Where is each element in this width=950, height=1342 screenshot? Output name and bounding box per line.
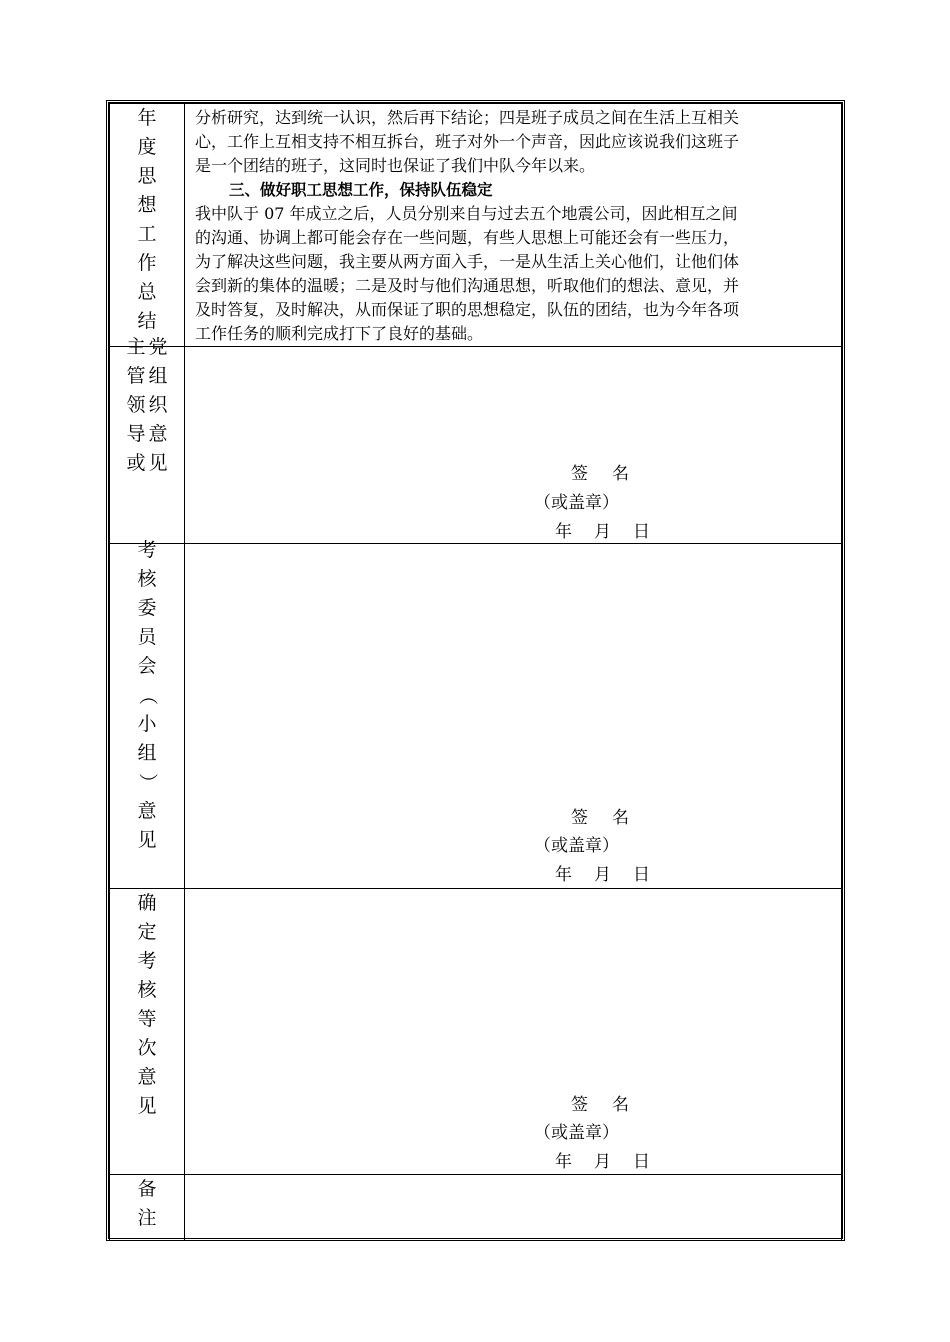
label-grade-opinion-text: 确 定 考 核 等 次 意 见 bbox=[137, 892, 157, 1117]
date-label: 年 月 日 bbox=[555, 1152, 650, 1172]
label-leader-opinion-text: 主 管 领 导 或 党 组 织 意 见 bbox=[126, 336, 168, 474]
signature-block bbox=[185, 544, 841, 888]
label-committee-opinion-text: 考 核 委 员 会 （ 小 组 ） 意 见 bbox=[136, 539, 159, 851]
label-remarks bbox=[110, 1175, 185, 1241]
summary-line: 为了解决这些问题，我主要从两方面入手，一是从生活上关心他们，让他们体 bbox=[195, 252, 740, 271]
signature-label: 签 名 bbox=[571, 1095, 629, 1115]
summary-line: 及时答复，及时解决，从而保证了职的思想稳定，队伍的团结，也为今年各项 bbox=[195, 300, 740, 319]
evaluation-form-frame bbox=[106, 100, 845, 1241]
signature-label: 签 名 bbox=[571, 464, 629, 484]
label-annual-summary bbox=[110, 104, 185, 347]
label-leader-opinion bbox=[110, 336, 185, 544]
label-remarks-text: 备 注 bbox=[137, 1178, 157, 1229]
summary-line: 是一个团结的班子，这同时也保证了我们中队今年以来。 bbox=[195, 156, 596, 175]
summary-line: 我中队于 07 年成立之后，人员分别来自与过去五个地震公司，因此相互之间 bbox=[195, 204, 738, 223]
row-grade-opinion bbox=[110, 889, 842, 1175]
cell-grade-opinion[interactable] bbox=[185, 889, 842, 1175]
section-heading: 三、做好职工思想工作，保持队伍稳定 bbox=[229, 181, 493, 199]
summary-line: 的沟通、协调上都可能会存在一些问题，有些人思想上可能还会有一些压力， bbox=[195, 228, 740, 247]
row-leader-opinion bbox=[110, 347, 842, 544]
cell-committee-opinion[interactable] bbox=[185, 544, 842, 889]
seal-label: （或盖章） bbox=[534, 1123, 619, 1143]
evaluation-form-table bbox=[109, 103, 842, 1241]
summary-line: 心，工作上互相支持不相互拆台，班子对外一个声音，因此应该说我们这班子 bbox=[195, 132, 740, 151]
seal-label: （或盖章） bbox=[534, 836, 619, 856]
signature-block bbox=[185, 347, 841, 543]
summary-line: 会到新的集体的温暖；二是及时与他们沟通思想，听取他们的想法、意见，并 bbox=[195, 276, 740, 295]
cell-leader-opinion[interactable] bbox=[185, 347, 842, 544]
label-annual-summary-text: 年 度 思 想 工 作 总 结 bbox=[137, 107, 157, 332]
label-committee-opinion bbox=[110, 539, 185, 889]
summary-line: 工作任务的顺利完成打下了良好的基础。 bbox=[195, 324, 484, 343]
seal-label: （或盖章） bbox=[534, 493, 619, 513]
date-label: 年 月 日 bbox=[555, 522, 650, 542]
summary-line: 分析研究，达到统一认识，然后再下结论；四是班子成员之间在生活上互相关 bbox=[195, 108, 740, 127]
signature-label: 签 名 bbox=[571, 808, 629, 828]
cell-remarks[interactable] bbox=[185, 1175, 842, 1241]
cell-annual-summary-content bbox=[185, 104, 842, 347]
row-annual-summary bbox=[110, 104, 842, 347]
row-committee-opinion bbox=[110, 544, 842, 889]
date-label: 年 月 日 bbox=[555, 865, 650, 885]
summary-body bbox=[185, 104, 841, 346]
signature-block bbox=[185, 889, 841, 1174]
row-remarks bbox=[110, 1175, 842, 1241]
label-grade-opinion bbox=[110, 889, 185, 1175]
